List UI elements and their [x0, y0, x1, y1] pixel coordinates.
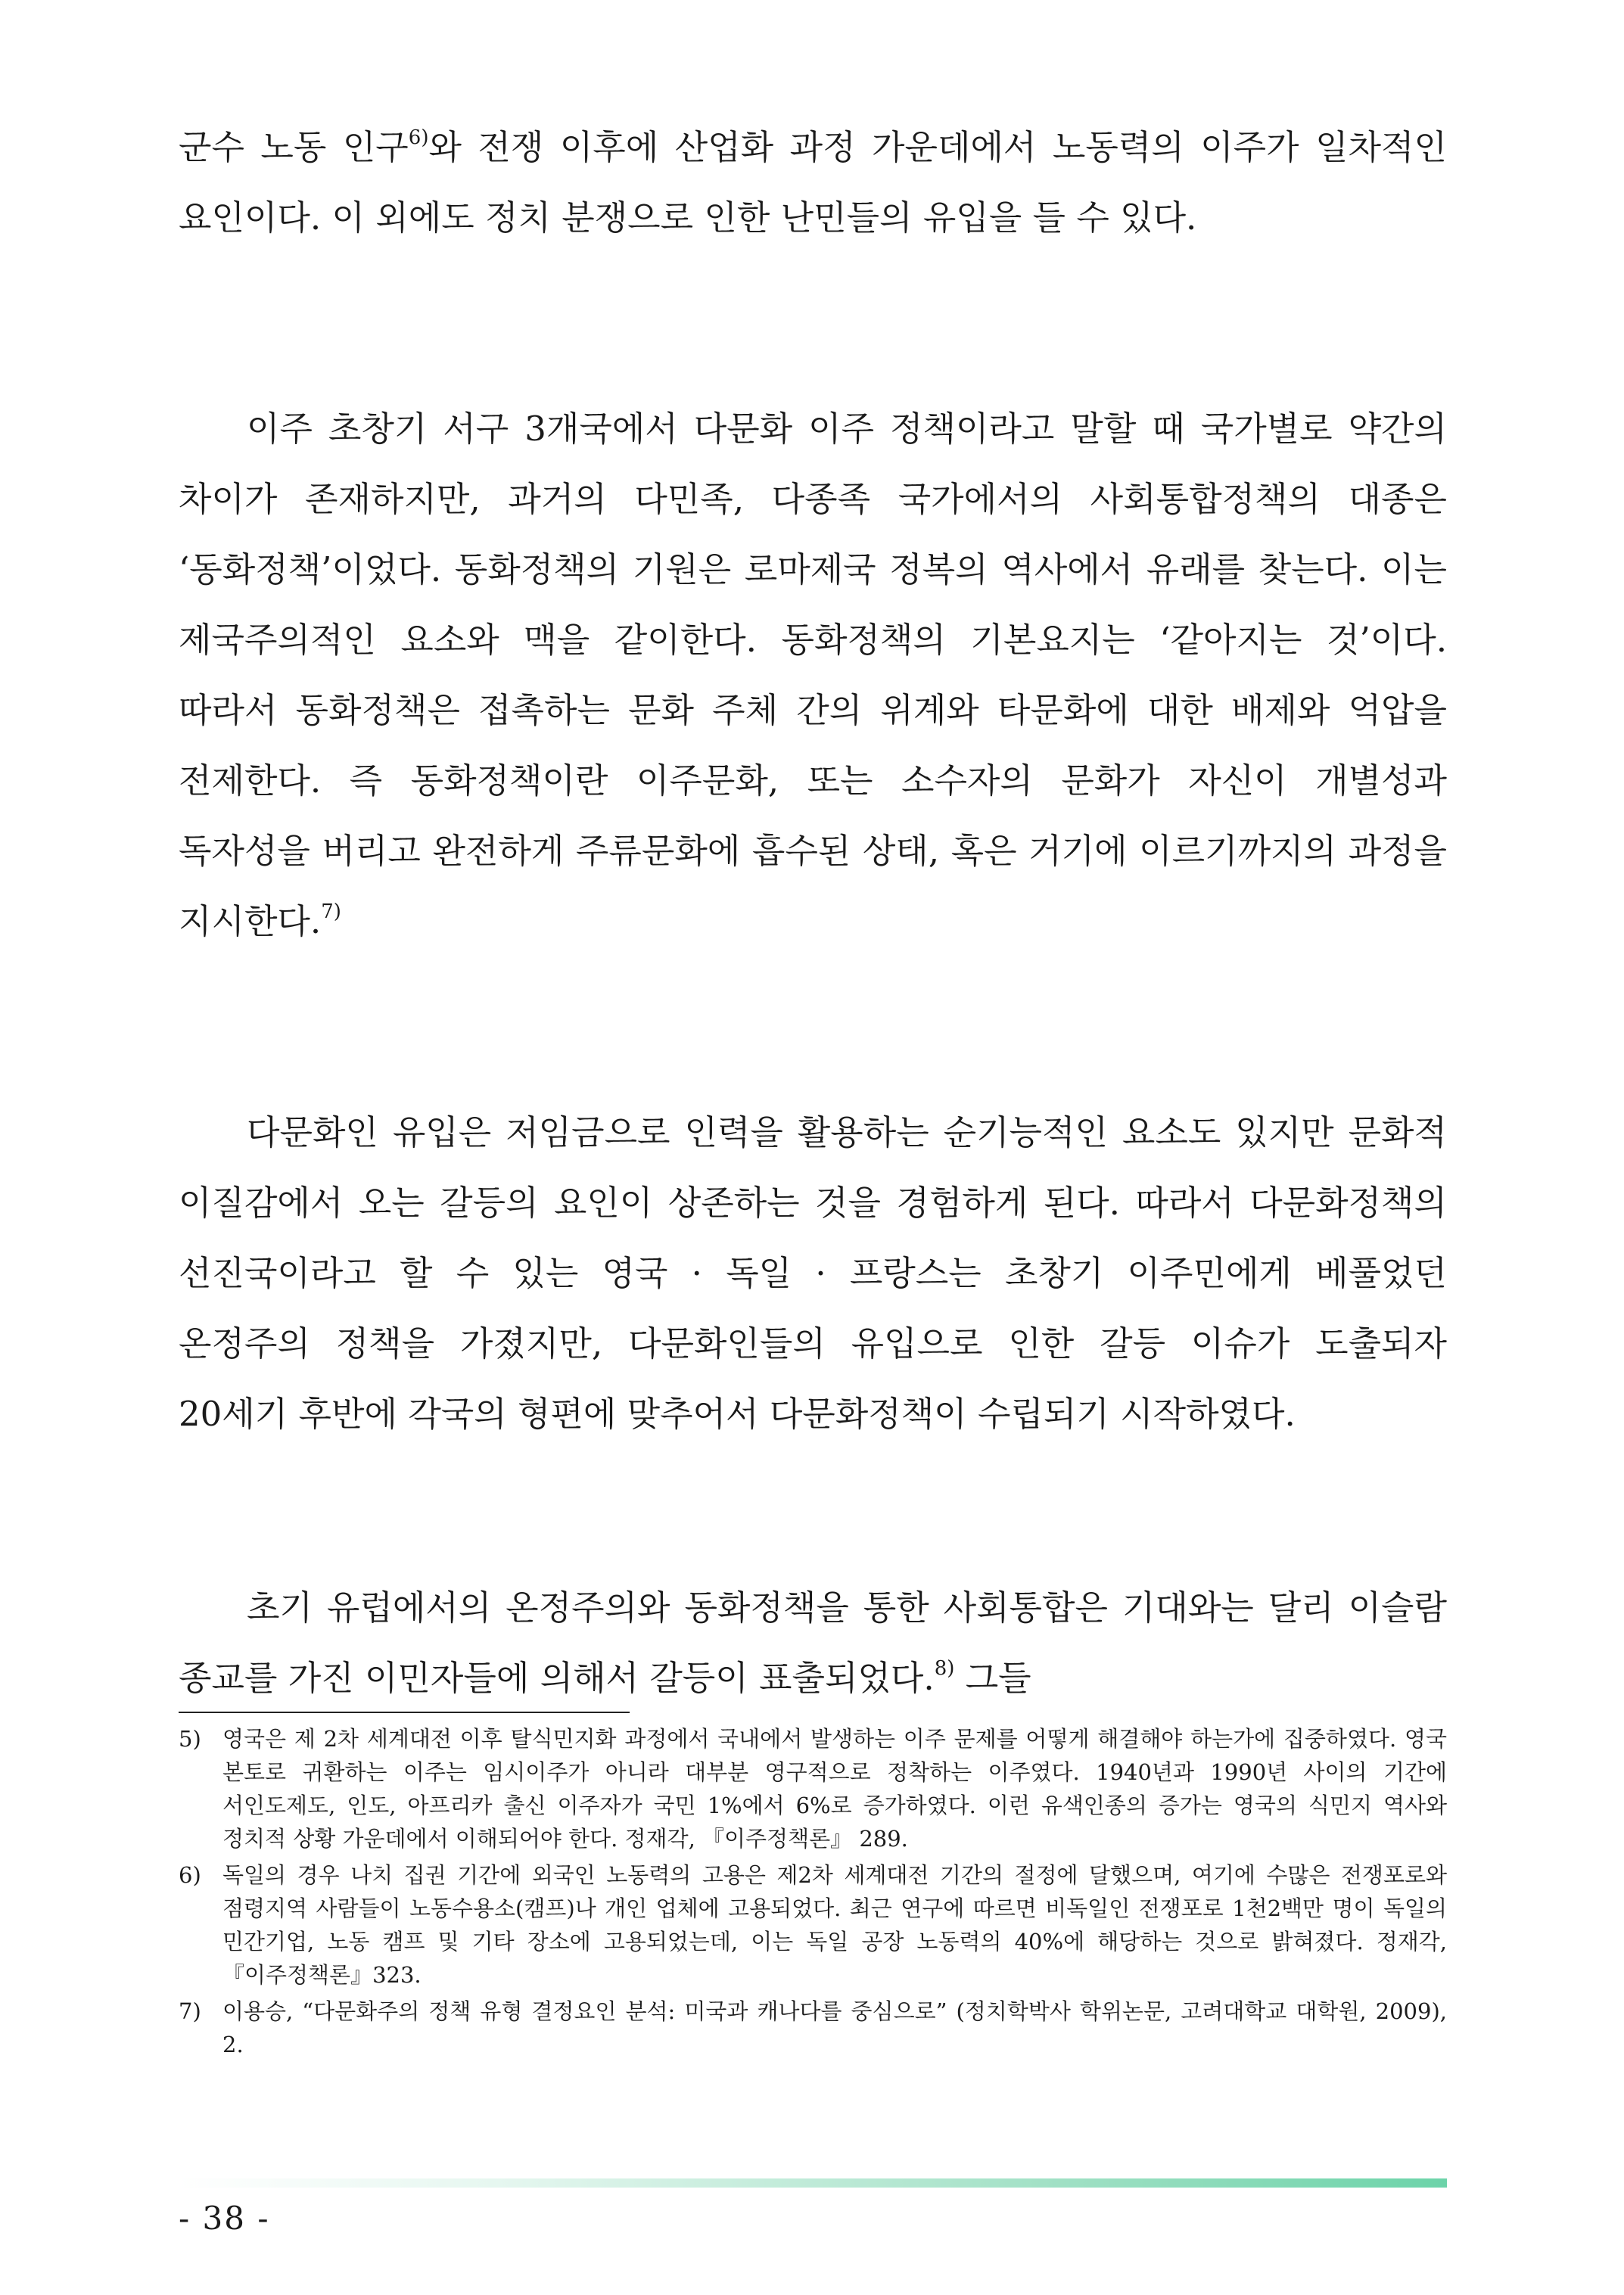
- footnote-number: 5): [179, 1726, 201, 1752]
- footnote: [179, 1722, 1447, 1855]
- paragraph-text: 다문화인 유입은 저임금으로 인력을 활용하는 순기능적인 요소도 있지만 문화적 이질감에서 오는 갈등의 요인이 상존하는 것을 경험하게 된다. 따라서 다문화정책의 선진국이라고 할 수 있는 영국 · 독일 · 프랑스는 초창기 이주민에게 베풀었던 온정주의 정책을 가졌지만, 다문화인들의 유입으로 인한 갈등 이슈가 도출되자 20세기 후반에 각국의 형편에 맞추어서 다문화정책이 수립되기 시작하였다.: [179, 1112, 1447, 1434]
- paragraph-text: 이주 초창기 서구 3개국에서 다문화 이주 정책이라고 말할 때 국가별로 약간의 차이가 존재하지만, 과거의 다민족, 다종족 국가에서의 사회통합정책의 대종은 ‘동화정책’이었다. 동화정책의 기원은 로마제국 정복의 역사에서 유래를 찾는다. 이는 제국주의적인 요소와 맥을 같이한다. 동화정책의 기본요지는 ‘같아지는 것’이다. 따라서 동화정책은 접촉하는 문화 주체 간의 위계와 타문화에 대한 배제와 억압을 전제한다. 즉 동화정책이란 이주문화, 또는 소수자의 문화가 자신이 개별성과 독자성을 버리고 완전하게 주류문화에 흡수된 상태, 혹은 거기에 이르기까지의 과정을 지시한다.: [179, 409, 1447, 941]
- body-paragraph-continued: [179, 112, 1447, 253]
- body-paragraph: [179, 1097, 1447, 1449]
- paragraph-text: 군수 노동 인구: [179, 127, 409, 167]
- footnote-divider: [179, 1712, 630, 1713]
- paragraph-text: 그들: [954, 1658, 1031, 1698]
- footnotes: [179, 1722, 1447, 2064]
- footnote-number: 7): [179, 1998, 201, 2024]
- body-paragraph: [179, 393, 1447, 956]
- paragraph-text: 초기 유럽에서의 온정주의와 동화정책을 통한 사회통합은 기대와는 달리 이슬람 종교를 가진 이민자들에 의해서 갈등이 표출되었다.: [179, 1588, 1447, 1698]
- paragraph-text: 와 전쟁 이후에 산업화 과정 가운데에서 노동력의 이주가 일차적인 요인이다. 이 외에도 정치 분쟁으로 인한 난민들의 유입을 들 수 있다.: [179, 127, 1447, 238]
- footnote-text: 독일의 경우 나치 집권 기간에 외국인 노동력의 고용은 제2차 세계대전 기간의 절정에 달했으며, 여기에 수많은 전쟁포로와 점령지역 사람들이 노동수용소(캠프)나 개인 업체에 고용되었다. 최근 연구에 따르면 비독일인 전쟁포로 1천2백만 명이 독일의 민간기업, 노동 캠프 및 기타 장소에 고용되었는데, 이는 독일 공장 노동력의 40%에 해당하는 것으로 밝혀졌다. 정재각, 『이주정책론』323.: [222, 1862, 1447, 1988]
- footnote-number: 6): [179, 1862, 201, 1888]
- body-paragraph: [179, 1572, 1447, 1713]
- footnote-ref: 6): [408, 126, 429, 149]
- page-number: - 38 -: [179, 2200, 270, 2237]
- footnote-ref: 8): [934, 1657, 955, 1680]
- page-footer-bar: [179, 2178, 1447, 2188]
- footnote: [179, 1858, 1447, 1992]
- footnote-text: 이용승, “다문화주의 정책 유형 결정요인 분석: 미국과 캐나다를 중심으로” (정치학박사 학위논문, 고려대학교 대학원, 2009), 2.: [222, 1998, 1447, 2057]
- footnote-ref: 7): [321, 900, 341, 923]
- footnote-text: 영국은 제 2차 세계대전 이후 탈식민지화 과정에서 국내에서 발생하는 이주 문제를 어떻게 해결해야 하는가에 집중하였다. 영국 본토로 귀환하는 이주는 임시이주가 아니라 대부분 영구적으로 정착하는 이주였다. 1940년과 1990년 사이의 기간에 서인도제도, 인도, 아프리카 출신 이주자가 국민 1%에서 6%로 증가하였다. 이런 유색인종의 증가는 영국의 식민지 역사와 정치적 상황 가운데에서 이해되어야 한다. 정재각, 『이주정책론』 289.: [222, 1726, 1447, 1852]
- footnote: [179, 1995, 1447, 2061]
